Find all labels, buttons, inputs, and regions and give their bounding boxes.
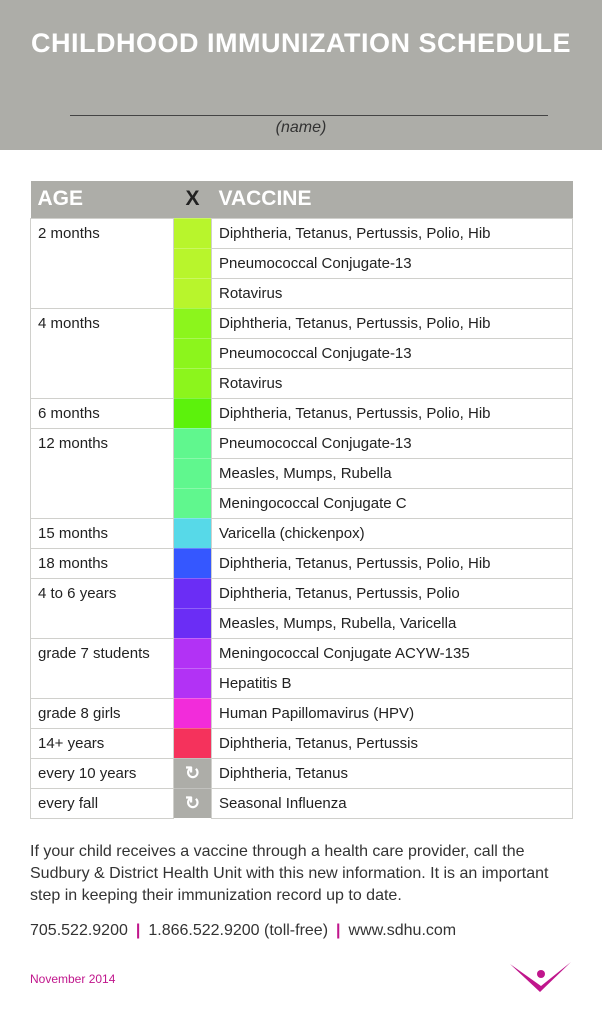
vaccine-cell: Human Papillomavirus (HPV)	[212, 698, 573, 728]
table-header-row	[31, 181, 573, 218]
check-cell[interactable]	[174, 548, 212, 578]
table-row	[31, 218, 573, 248]
page-title: CHILDHOOD IMMUNIZATION SCHEDULE	[31, 28, 571, 58]
table-row	[31, 698, 573, 728]
vaccine-cell: Pneumococcal Conjugate-13	[212, 338, 573, 368]
vaccine-cell: Seasonal Influenza	[212, 788, 573, 818]
separator: |	[135, 922, 141, 939]
check-cell[interactable]	[174, 398, 212, 428]
age-cell: 4 months	[31, 308, 174, 398]
vaccine-cell: Diphtheria, Tetanus	[212, 758, 573, 788]
vaccine-cell: Rotavirus	[212, 368, 573, 398]
table-row	[31, 428, 573, 458]
table-row	[31, 638, 573, 668]
check-cell[interactable]	[174, 278, 212, 308]
vaccine-cell: Measles, Mumps, Rubella, Varicella	[212, 608, 573, 638]
phone: 705.522.9200	[30, 922, 128, 939]
vaccine-cell: Diphtheria, Tetanus, Pertussis, Polio, Hib	[212, 548, 573, 578]
name-label: (name)	[275, 119, 327, 136]
schedule-table	[30, 181, 573, 819]
check-cell[interactable]	[174, 788, 212, 818]
vaccine-cell: Pneumococcal Conjugate-13	[212, 248, 573, 278]
age-cell: grade 8 girls	[31, 698, 174, 728]
vaccine-cell: Diphtheria, Tetanus, Pertussis	[212, 728, 573, 758]
age-cell: 14+ years	[31, 728, 174, 758]
sdhu-logo-icon	[510, 962, 572, 996]
vaccine-cell: Meningococcal Conjugate C	[212, 488, 573, 518]
table-row	[31, 398, 573, 428]
check-cell[interactable]	[174, 338, 212, 368]
table-row	[31, 728, 573, 758]
age-cell: 4 to 6 years	[31, 578, 174, 638]
check-cell[interactable]	[174, 758, 212, 788]
table-row	[31, 758, 573, 788]
check-cell[interactable]	[174, 638, 212, 668]
age-cell: 15 months	[31, 518, 174, 548]
check-cell[interactable]	[174, 458, 212, 488]
age-cell: 6 months	[31, 398, 174, 428]
check-cell[interactable]	[174, 578, 212, 608]
check-cell[interactable]	[174, 308, 212, 338]
check-cell[interactable]	[174, 728, 212, 758]
age-cell: grade 7 students	[31, 638, 174, 698]
check-cell[interactable]	[174, 518, 212, 548]
vaccine-cell: Diphtheria, Tetanus, Pertussis, Polio	[212, 578, 573, 608]
check-cell[interactable]	[174, 428, 212, 458]
check-cell[interactable]	[174, 368, 212, 398]
check-cell[interactable]	[174, 668, 212, 698]
age-cell: 18 months	[31, 548, 174, 578]
vaccine-cell: Pneumococcal Conjugate-13	[212, 428, 573, 458]
table-row	[31, 308, 573, 338]
date-label: November 2014	[30, 972, 116, 986]
separator: |	[336, 922, 341, 939]
check-cell[interactable]	[174, 248, 212, 278]
vaccine-cell: Diphtheria, Tetanus, Pertussis, Polio, Hib	[212, 308, 573, 338]
info-message: If your child receives a vaccine through a health care provider, call the Sudbury & District Health Unit with this new information. It is an important step in keeping their immunization record up to date.	[30, 843, 549, 904]
toll-free-phone: 1.866.522.9200 (toll-free)	[148, 922, 329, 939]
age-cell: every 10 years	[31, 758, 174, 788]
check-cell[interactable]	[174, 218, 212, 248]
refresh-icon: ↻	[184, 762, 201, 783]
vaccine-cell: Hepatitis B	[212, 668, 573, 698]
age-cell: 12 months	[31, 428, 174, 518]
check-cell[interactable]	[174, 608, 212, 638]
vaccine-cell: Diphtheria, Tetanus, Pertussis, Polio, Hib	[212, 398, 573, 428]
age-cell: every fall	[31, 788, 174, 818]
table-row	[31, 578, 573, 608]
vaccine-cell: Diphtheria, Tetanus, Pertussis, Polio, Hib	[212, 218, 573, 248]
table-row	[31, 518, 573, 548]
vaccine-cell: Rotavirus	[212, 278, 573, 308]
age-cell: 2 months	[31, 218, 174, 308]
table-row	[31, 548, 573, 578]
check-cell[interactable]	[174, 488, 212, 518]
name-line	[70, 115, 548, 116]
refresh-icon: ↻	[184, 792, 201, 813]
header-x: X	[174, 181, 212, 218]
contact-line	[30, 922, 456, 940]
vaccine-cell: Measles, Mumps, Rubella	[212, 458, 573, 488]
table-row	[31, 788, 573, 818]
vaccine-cell: Meningococcal Conjugate ACYW-135	[212, 638, 573, 668]
vaccine-cell: Varicella (chickenpox)	[212, 518, 573, 548]
header-age: AGE	[31, 181, 174, 218]
website-link[interactable]: www.sdhu.com	[348, 922, 457, 939]
check-cell[interactable]	[174, 698, 212, 728]
header-vaccine: VACCINE	[212, 181, 573, 218]
